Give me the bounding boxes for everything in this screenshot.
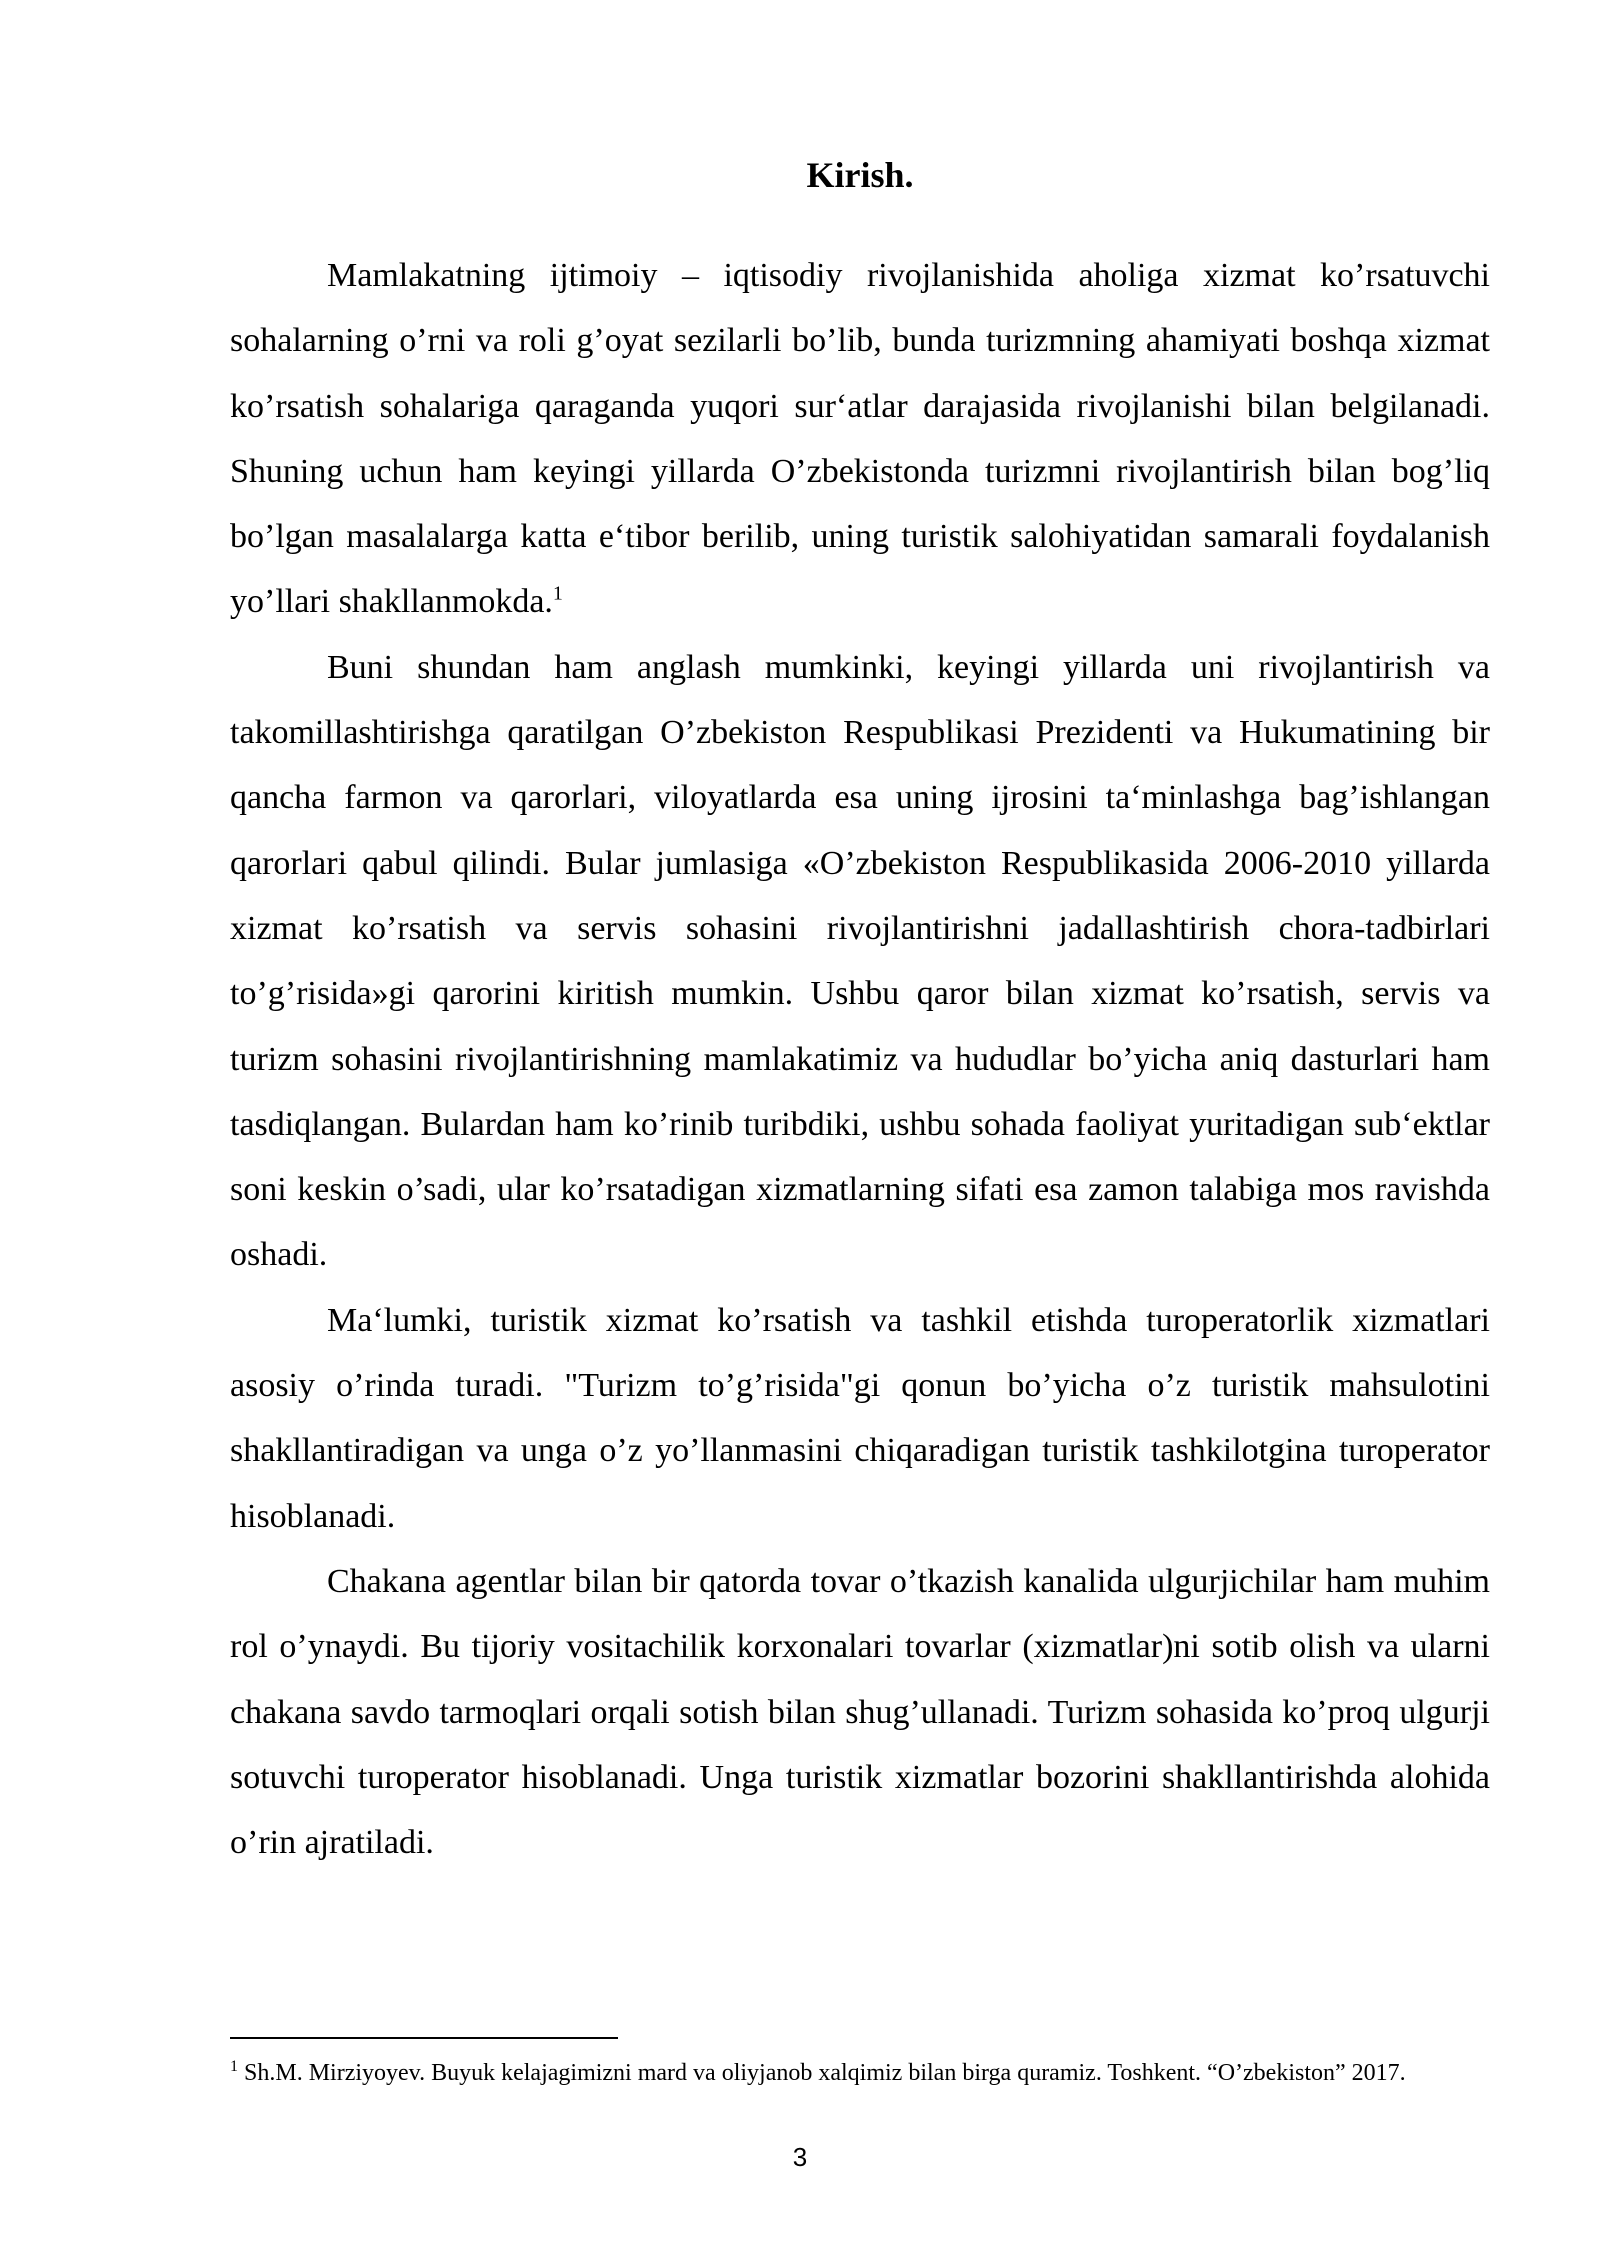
paragraph-1 [230, 243, 1490, 635]
body-text [230, 243, 1490, 1875]
footnote-marker: 1 [230, 2058, 238, 2075]
footnote-reference[interactable]: 1 [552, 583, 563, 606]
paragraph-1-text: Mamlakatning ijtimoiy – iqtisodiy rivojlanishida aholiga xizmat ko’rsatuvchi sohalarning o’rni va roli g’oyat sezilarli bo’lib, bunda turizmning ahamiyati boshqa xizmat ko’rsatish sohalariga qaraganda yuqori sur‘atlar darajasida rivojlanishi bilan belgilanadi. Shuning uchun ham keyingi yillarda O’zbekistonda turizmni rivojlantirish bilan bog’liq bo’lgan masalalarga katta e‘tibor berilib, uning turistik salohiyatidan samarali foydalanish yo’llari shakllanmokda. [230, 257, 1490, 621]
paragraph-2: Buni shundan ham anglash mumkinki, keyingi yillarda uni rivojlantirish va takomillashtirishga qaratilgan O’zbekiston Respublikasi Prezidenti va Hukumatining bir qancha farmon va qarorlari, viloyatlarda esa uning ijrosini ta‘minlashga bag’ishlangan qarorlari qabul qilindi. Bular jumlasiga «O’zbekiston Respublikasida 2006-2010 yillarda xizmat ko’rsatish va servis sohasini rivojlantirishni jadallashtirish chora-tadbirlari to’g’risida»gi qarorini kiritish mumkin. Ushbu qaror bilan xizmat ko’rsatish, servis va turizm sohasini rivojlantirishning mamlakatimiz va hududlar bo’yicha aniq dasturlari ham tasdiqlangan. Bulardan ham ko’rinib turibdiki, ushbu sohada faoliyat yuritadigan sub‘ektlar soni keskin o’sadi, ular ko’rsatadigan xizmatlarning sifati esa zamon talabiga mos ravishda oshadi. [230, 648, 1490, 1274]
page-title: Kirish. [806, 155, 914, 195]
footnote-separator [230, 2037, 618, 2039]
footnote [230, 2051, 1490, 2089]
footnote-text: Sh.M. Mirziyoyev. Buyuk kelajagimizni mard va oliyjanob xalqimiz bilan birga quramiz. Toshkent. “O’zbekiston” 2017. [244, 2060, 1406, 2086]
paragraph-3: Ma‘lumki, turistik xizmat ko’rsatish va tashkil etishda turoperatorlik xizmatlari asosiy o’rinda turadi. "Turizm to’g’risida"gi qonun bo’yicha o’z turistik mahsulotini shakllantiradigan va unga o’z yo’llanmasini chiqaradigan turistik tashkilotgina turoperator hisoblanadi. [230, 1301, 1490, 1535]
page-number: 3 [792, 2142, 808, 2172]
paragraph-4: Chakana agentlar bilan bir qatorda tovar o’tkazish kanalida ulgurjichilar ham muhim rol o’ynaydi. Bu tijoriy vositachilik korxonalari tovarlar (xizmatlar)ni sotib olish va ularni chakana savdo tarmoqlari orqali sotish bilan shug’ullanadi. Turizm sohasida ko’proq ulgurji sotuvchi turoperator hisoblanadi. Unga turistik xizmatlar bozorini shakllantirishda alohida o’rin ajratiladi. [230, 1562, 1490, 1862]
